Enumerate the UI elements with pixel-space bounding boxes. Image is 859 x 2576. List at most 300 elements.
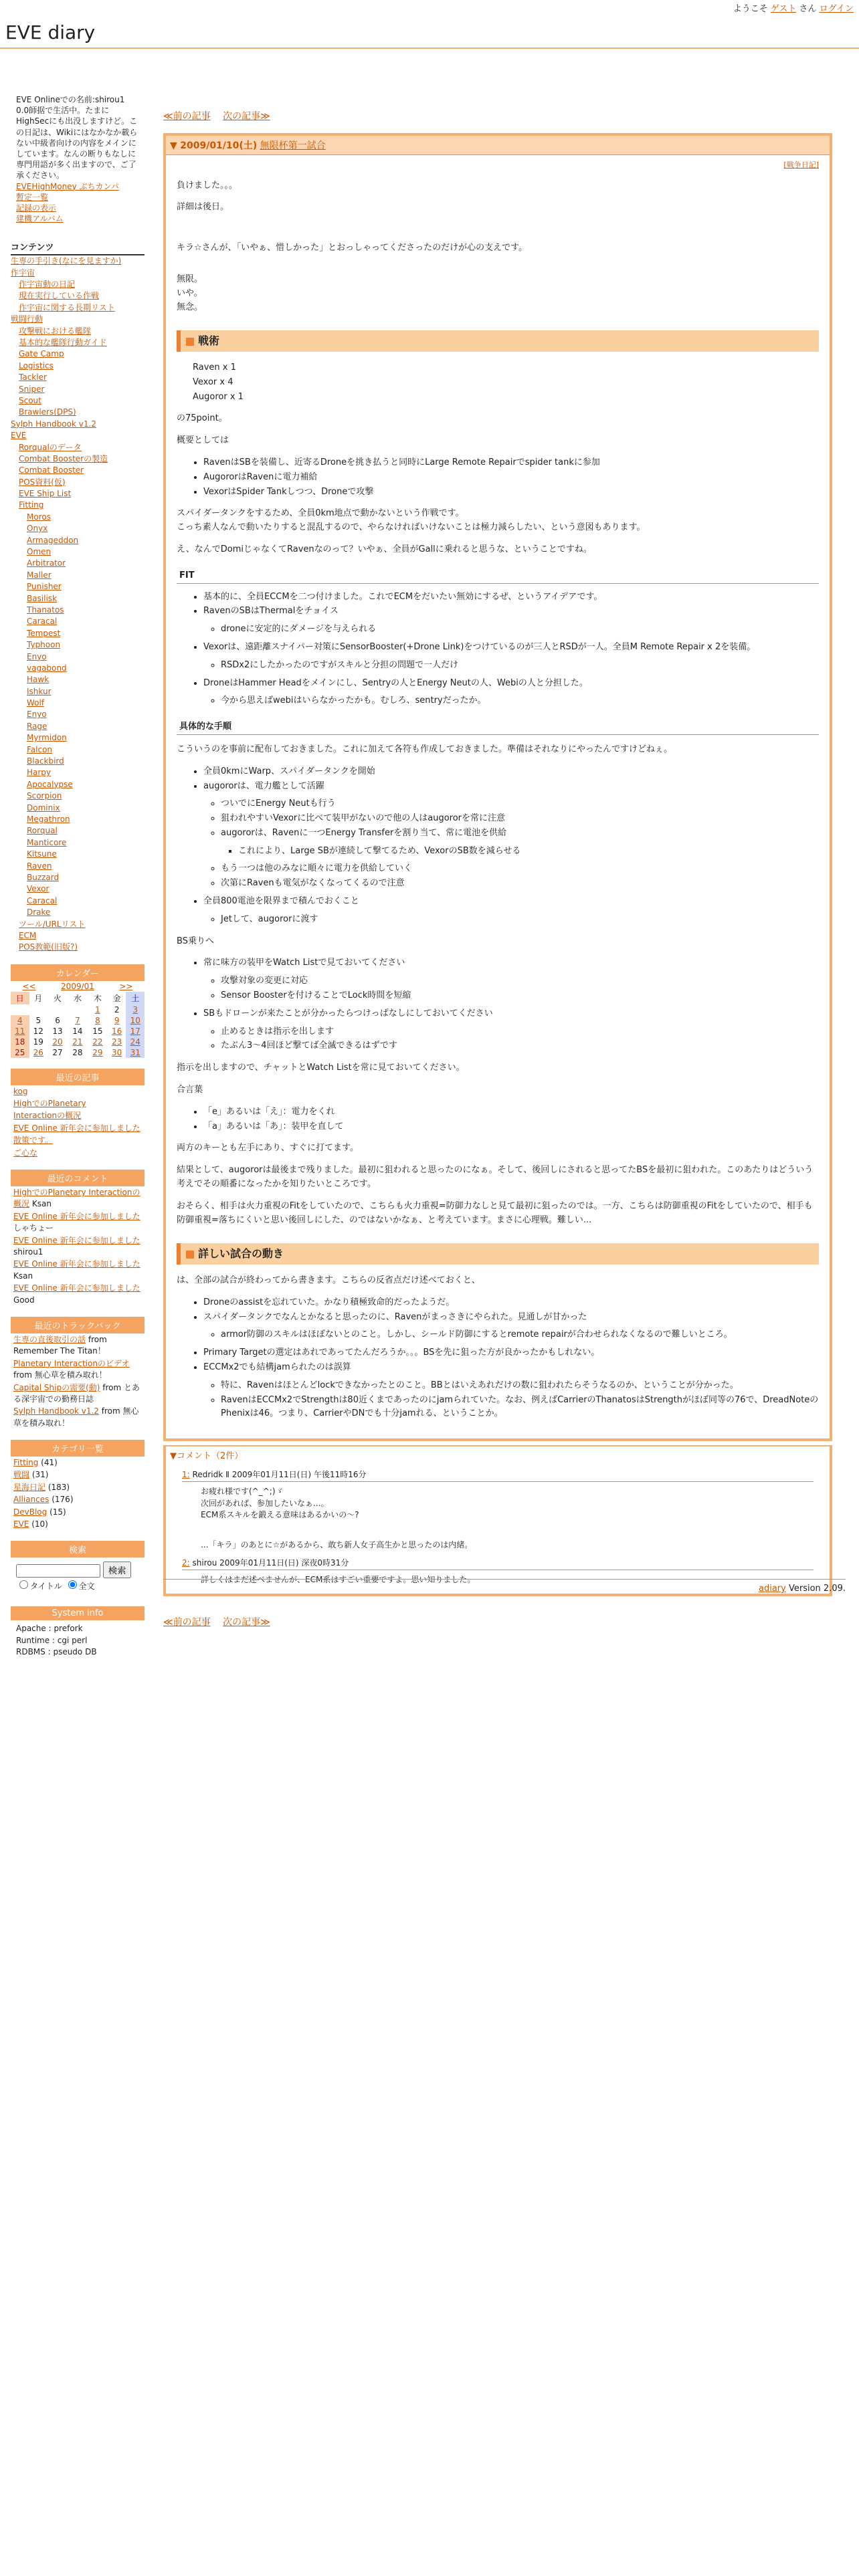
recent-posts-heading: 最近の記事 — [11, 1069, 145, 1085]
bs-item-sub-text: 攻撃対象の変更に対応 — [221, 976, 308, 986]
calendar-day — [11, 1004, 29, 1015]
bs-item-sub — [221, 1039, 819, 1053]
comment-line — [201, 1530, 814, 1539]
sidebar-intro — [11, 90, 145, 228]
trackback-item — [13, 1358, 142, 1382]
calendar-day[interactable] — [68, 1037, 88, 1047]
category-link[interactable]: 戦闘 — [13, 1470, 30, 1480]
calendar-day[interactable] — [108, 1037, 126, 1047]
toc-link[interactable]: Wolf — [27, 698, 45, 708]
toc-link[interactable]: Thanatos — [27, 605, 64, 615]
toc-link[interactable]: Onyx — [27, 524, 48, 534]
signal-item: • 「a」あるいは「あ」：装甲を直して — [203, 1120, 819, 1134]
sidebar — [11, 90, 145, 1661]
trackback-link[interactable]: Planetary Interactionのビデオ — [13, 1358, 130, 1368]
calendar-day: 12 — [33, 1026, 43, 1036]
recent-post-item — [13, 1148, 142, 1159]
comments-box — [163, 1445, 832, 1596]
bs-item-sub-text: 止めるときは指示を出します — [221, 1026, 335, 1037]
prev-entry-link[interactable]: ≪前の記事 — [163, 111, 211, 122]
procedure-item-sub — [221, 877, 819, 891]
signal-item: • 「e」あるいは「え」：電力をくれ — [203, 1105, 819, 1119]
sysinfo-line: Apache : prefork — [16, 1624, 83, 1634]
recent-comment-item — [13, 1187, 142, 1210]
fit-item — [203, 677, 819, 709]
entry-p: 概要としては — [177, 435, 229, 446]
trackback-source: from 無心草を積み取れ！ — [13, 1406, 139, 1428]
procedure-item — [203, 765, 819, 779]
recent-comment-author: shirou1 — [13, 1247, 43, 1257]
category-count: (41) — [41, 1458, 58, 1468]
toc-link[interactable]: Logistics — [19, 360, 54, 370]
detail-item-sub-text: 特に、Ravenはほとんどlockできなかったとのこと。BBとはいえあれだけの数に狙われたらそうなるのか、ということが分かった。 — [221, 1380, 739, 1390]
calendar-day[interactable] — [88, 1004, 108, 1015]
toc-link[interactable]: Enyo — [27, 651, 47, 661]
procedure-heading: 具体的な手順 — [177, 720, 819, 735]
intro-link[interactable]: 建機アルバム — [16, 214, 64, 224]
fit-item-sub-text: droneに安定的にダメージを与えられる — [221, 624, 377, 635]
toc-link[interactable]: Typhoon — [27, 640, 61, 650]
overview-item: • AugororはRavenに電力補給 — [203, 471, 819, 485]
trackback-item — [13, 1334, 142, 1358]
calendar-day — [47, 1004, 68, 1015]
sysinfo-line: RDBMS : pseudo DB — [16, 1647, 97, 1657]
next-entry-link[interactable]: 次の記事≫ — [223, 111, 270, 122]
calendar-day[interactable] — [126, 1026, 145, 1037]
entry-p: スパイダータンクをするため、全員0km地点で動かないという作戦です。 こっち素人なんで動いたりすると混乱するので、やらなければいけないことは極力減らしたい、という意図もあります。 — [177, 508, 646, 533]
recent-comment-item — [13, 1235, 142, 1259]
toc-link[interactable]: 基本的な艦隊行動ガイド — [19, 337, 107, 347]
procedure-item-sub-text: 次第にRavenも電気がなくなってくるので注意 — [221, 878, 405, 889]
trackback-heading: 最近のトラックバック — [11, 1317, 145, 1333]
toc-link[interactable]: Gate Camp — [19, 349, 64, 359]
toc-link[interactable]: Caracal — [27, 895, 58, 905]
toc-link[interactable]: Falcon — [27, 744, 53, 754]
toc-link[interactable]: Vexor — [27, 884, 50, 894]
fit-item-text: DroneはHammer Headをメインにし、Sentryの人とEnergy Neutの人、Webiの人と分担した。 — [203, 677, 588, 688]
category-item — [13, 1494, 142, 1505]
section-tactics — [177, 330, 819, 352]
procedure-item-sub — [221, 862, 819, 876]
category-count: (183) — [47, 1482, 70, 1492]
fit-item — [203, 641, 819, 673]
calendar-day-link[interactable]: 16 — [112, 1026, 122, 1036]
toc-link[interactable]: Tempest — [27, 628, 61, 638]
calendar-day-link[interactable]: 1 — [95, 1004, 100, 1014]
procedure-item-sub-text: augororは、Ravenに一つEnergy Transferを割り当て、常に電池を供給 — [221, 827, 507, 838]
calendar-day-link[interactable]: 10 — [130, 1015, 140, 1025]
procedure-item-sub — [221, 827, 819, 859]
toc-link[interactable]: 生専の手引き(なにを見ますか) — [11, 256, 122, 266]
bs-item-sub — [221, 989, 819, 1003]
calendar-heading: カレンダー — [11, 964, 145, 981]
entry-p: 結果として、augororは最後まで残りました。最初に狙われると思ったのになぁ。そして、後回しにされると思ってたBSを最初に狙われた。このあたりはどういう考えでその順番になったかを知りたいところです。 — [177, 1165, 814, 1190]
recent-comment-author: Good — [13, 1295, 35, 1305]
comment-line: 次回があれば、参加したいなぁ...。 — [201, 1498, 329, 1508]
calendar-day-link[interactable]: 3 — [132, 1004, 138, 1014]
entry-title[interactable]: 無限杯第一試合 — [260, 140, 326, 151]
recent-post-link[interactable]: ご心な — [13, 1148, 38, 1158]
procedure-item — [203, 780, 819, 891]
sysinfo-line: Runtime : cgi perl — [16, 1635, 88, 1645]
detail-item — [203, 1361, 819, 1421]
toc-link[interactable]: Manticore — [27, 837, 67, 847]
fleet-item: Augoror x 1 — [193, 391, 244, 402]
toc-link[interactable]: Combat Booster — [19, 465, 84, 475]
adiary-link[interactable]: adiary — [759, 1584, 786, 1594]
procedure-item-text: 全員800電池を限界まで積んでおくこと — [203, 896, 359, 907]
toc-link[interactable]: Rorqualのデータ — [19, 442, 82, 452]
calendar-day-link[interactable]: 11 — [15, 1026, 25, 1036]
fit-heading: FIT — [177, 569, 819, 584]
calendar-day: 6 — [55, 1015, 60, 1025]
category-list — [11, 1457, 145, 1530]
category-item — [13, 1507, 142, 1518]
detail-item-text: スパイダータンクでなんとかなると思ったのに、Ravenがまっさきにやられた。見通しが甘かった — [203, 1311, 587, 1322]
toc-link[interactable]: Caracal — [27, 617, 58, 627]
overview-list — [177, 456, 819, 499]
procedure-item — [203, 895, 819, 927]
calendar-day-link[interactable]: 20 — [52, 1037, 63, 1047]
recent-comment-item — [13, 1283, 142, 1306]
calendar-day: 13 — [52, 1026, 63, 1036]
intro-text: EVE Onlineでの名前:shirou1 0.0師据で生活中。たまにHighSecにも出没しますけど。この日記は、Wikiにはなかなか載らない中級者向けの内容をメインにしています。なんの断りもなしに専門用語が多く出ますので、ご了承ください。 — [16, 95, 138, 181]
toc-link[interactable]: Combat Boosterの製造 — [19, 453, 108, 463]
fit-item-text: RavenのSBはThermalをチョイス — [203, 606, 339, 617]
calendar-day-link[interactable]: 29 — [92, 1047, 103, 1057]
comment-author: shirou — [192, 1558, 217, 1568]
recent-post-link[interactable]: Interactionの概況 — [13, 1111, 82, 1121]
toc-link[interactable]: 攻撃戦における艦隊 — [19, 326, 92, 336]
category-count: (176) — [52, 1495, 74, 1505]
top-entry-nav — [163, 109, 832, 122]
search-option-title[interactable] — [16, 1582, 62, 1591]
top-user-bar — [0, 0, 859, 16]
category-item — [13, 1469, 142, 1481]
recent-comment-author: Ksan — [13, 1271, 33, 1281]
comment-line: 詳しくはまだ述べませんが、ECM系はすごい重要ですよ。思い知りました。 — [201, 1574, 476, 1584]
fleet-list — [177, 361, 819, 404]
detail-item-sub — [221, 1394, 819, 1422]
calendar-day-link[interactable]: 26 — [33, 1047, 43, 1057]
calendar-day-link[interactable]: 21 — [72, 1037, 83, 1047]
toc-link[interactable]: Buzzard — [27, 872, 60, 882]
toc-link[interactable]: Scorpion — [27, 791, 62, 801]
entry-p: 無限。 いや。 無念。 — [177, 274, 203, 312]
toc-link[interactable]: 作宇宙 — [11, 267, 35, 278]
calendar-weekday: 土 — [126, 992, 145, 1004]
toc-link[interactable]: Arbitrator — [27, 558, 66, 568]
trackback-link[interactable]: Sylph Handbook v1.2 — [13, 1406, 99, 1416]
calendar-day: 28 — [72, 1047, 83, 1057]
site-title[interactable]: EVE diary — [0, 16, 859, 49]
overview-item: • RavenはSBを装備し、近寄るDroneを挑き払うと同時にLarge Remote Repairでspider tankに参加 — [203, 456, 819, 470]
toc-link[interactable]: ツール/URLリスト — [19, 919, 86, 929]
category-link[interactable]: DevBlog — [13, 1507, 47, 1517]
intro-link[interactable]: 暫定一覧 — [16, 192, 49, 202]
comment-author: Redridk — [192, 1470, 223, 1480]
calendar-weekday: 水 — [73, 993, 82, 1003]
calendar-day-link[interactable]: 31 — [130, 1047, 140, 1057]
toc-link[interactable]: Drake — [27, 907, 51, 918]
search-button[interactable]: 検索 — [103, 1562, 132, 1578]
procedure-item-text: 全員0kmにWarp、スパイダータンクを開始 — [203, 766, 375, 776]
comment-meta — [182, 1469, 814, 1482]
toc-link[interactable]: Enyo — [27, 710, 47, 720]
recent-comment-link[interactable]: EVE Online 新年会に参加しました — [13, 1259, 140, 1269]
toc-link[interactable]: Blackbird — [27, 756, 64, 766]
entry-p: 両方のキーとも左手にあり、すぐに打てます。 — [177, 1143, 359, 1154]
category-link[interactable]: Alliances — [13, 1495, 50, 1505]
toc-link[interactable]: Armageddon — [27, 535, 79, 545]
signal-list — [177, 1105, 819, 1134]
calendar-day[interactable] — [108, 1026, 126, 1037]
recent-comment-link[interactable]: EVE Online 新年会に参加しました — [13, 1283, 140, 1293]
comment-body — [182, 1482, 814, 1551]
toc-link[interactable]: 現在実行している作戦 — [19, 291, 100, 301]
toc-link[interactable]: Sylph Handbook v1.2 — [11, 419, 96, 429]
search-form — [11, 1558, 145, 1596]
toc-link[interactable]: Ishkur — [27, 686, 52, 696]
toc-link[interactable]: Moros — [27, 512, 51, 522]
toc-link[interactable]: Harpy — [27, 768, 52, 778]
calendar-prev-link[interactable]: << — [22, 981, 36, 991]
bs-item-sub-text: Sensor Boosterを付けることでLock時間を短縮 — [221, 990, 411, 1001]
entry-p: BS乗りへ — [177, 936, 214, 946]
calendar-day-link[interactable]: 30 — [112, 1047, 122, 1057]
category-link[interactable]: 星海日記 — [13, 1482, 46, 1492]
category-count: (31) — [31, 1470, 49, 1480]
toc-link[interactable]: Tackler — [19, 372, 47, 383]
calendar-day[interactable] — [126, 1047, 145, 1058]
search-option-all[interactable] — [65, 1582, 95, 1591]
toc-link[interactable]: Rorqual — [27, 826, 58, 836]
welcome-prefix: ようこそ — [733, 4, 768, 14]
entry-p: こういうのを事前に配布しておきました。これに加えて各符も作成しておきました。準備はそれなりにやったんですけどねぇ。 — [177, 744, 673, 754]
toc-link[interactable]: Punisher — [27, 582, 62, 592]
entry-body — [166, 155, 830, 1438]
entry-p: 詳細は後日。 — [177, 202, 229, 213]
calendar-day[interactable] — [126, 1004, 145, 1015]
toc-link[interactable]: Megathron — [27, 815, 70, 824]
calendar-day[interactable] — [11, 1026, 29, 1037]
category-count: (10) — [31, 1519, 48, 1529]
recent-comments-heading: 最近のコメント — [11, 1170, 145, 1186]
calendar-day: 25 — [11, 1047, 29, 1058]
toc-link[interactable]: Scout — [19, 395, 41, 405]
recent-post-link[interactable]: HighでのPlanetary — [13, 1099, 86, 1109]
recent-comments-list — [11, 1187, 145, 1306]
fit-item-sub-text: RSDx2にしたかったのですがスキルと分担の問題で一人だけ — [221, 659, 459, 670]
trackback-link[interactable]: 生専の直後取引の話 — [13, 1334, 86, 1344]
bs-item — [203, 1007, 819, 1053]
recent-post-link[interactable]: kog — [13, 1086, 28, 1096]
overview-item: • VexorはSpider Tankしつつ、Droneで攻撃 — [203, 486, 819, 500]
detail-item — [203, 1311, 819, 1343]
toc-link[interactable]: ECM — [19, 930, 37, 940]
guest-link[interactable]: ゲスト — [770, 4, 797, 14]
search-input[interactable] — [16, 1564, 100, 1578]
radio-all[interactable] — [68, 1580, 77, 1589]
entry-p: おそらく、相手は火力重視のFitをしていたので、こちらも火力重視=防御力なしと見て最初に狙ったのでは。一方、こちらは防御重視のFitをしていたので、相手も防御重視=落ちにくいと思い後回しにした、のではないかなぁ、と考えています。まさに心理戦。難しい... — [177, 1200, 813, 1225]
fit-item-text: 基本的に、全員ECCMを二つ付けました。これでECMをだいたい無効にするぜ、というアイデアです。 — [203, 591, 603, 602]
toc-link[interactable]: POS教範(旧版?) — [19, 942, 78, 952]
fit-item-sub — [221, 659, 819, 673]
login-link[interactable]: ログイン — [819, 4, 854, 14]
category-link[interactable]: Fitting — [13, 1458, 39, 1468]
calendar-next-link[interactable]: >> — [119, 981, 133, 991]
toc-link[interactable]: Fitting — [19, 500, 44, 510]
procedure-list — [177, 765, 819, 927]
detail-item-sub-text: armor防御のスキルはほぼないとのこと。しかし、シールド防御にするとremote repairが合わせられなくなるので難しいところ。 — [221, 1329, 733, 1340]
toc-link[interactable]: Sniper — [19, 384, 45, 394]
recent-comment-link[interactable]: HighでのPlanetary Interactionの概況 — [13, 1188, 140, 1209]
calendar-day-link[interactable]: 9 — [114, 1015, 120, 1025]
calendar-day-link[interactable]: 24 — [130, 1037, 140, 1047]
toc-link[interactable]: 作宇宙動の日記 — [19, 280, 76, 290]
welcome-suffix: さん — [799, 4, 817, 14]
radio-all-label: 全文 — [78, 1582, 95, 1592]
calendar-day: 15 — [92, 1026, 103, 1036]
calendar-day[interactable] — [88, 1047, 108, 1058]
bs-item-text: 常に味方の装甲をWatch Listで見ておいてください — [203, 958, 405, 968]
radio-title[interactable] — [19, 1580, 28, 1589]
recent-posts-list — [11, 1086, 145, 1159]
detail-item — [203, 1296, 819, 1310]
calendar-day[interactable] — [88, 1037, 108, 1047]
toc-link[interactable]: 戦闘行動 — [11, 314, 43, 324]
calendar-day[interactable] — [68, 1015, 88, 1026]
bs-item — [203, 956, 819, 1002]
calendar-day-link[interactable]: 4 — [17, 1015, 23, 1025]
trackback-source: from Remember The Titan！ — [13, 1334, 107, 1356]
toc-link[interactable]: Kitsune — [27, 849, 57, 859]
entry-p: 負けました。。。 — [177, 180, 238, 191]
category-link[interactable]: EVE — [13, 1519, 29, 1529]
calendar-day-link[interactable]: 17 — [130, 1026, 140, 1036]
toc-link[interactable]: Raven — [27, 861, 52, 871]
toc-link[interactable]: Myrmidon — [27, 733, 67, 743]
toc-link[interactable]: EVE — [11, 431, 27, 441]
comment-line — [201, 1521, 814, 1530]
calendar-day[interactable] — [108, 1015, 126, 1026]
calendar-day[interactable] — [11, 1015, 29, 1026]
entry-p: は、全部の試合が終わってから書きます。こちらの反省点だけ述べておくと、 — [177, 1275, 480, 1286]
comment-number-link[interactable]: 2: — [182, 1558, 190, 1568]
prev-entry-link[interactable]: ≪前の記事 — [163, 1617, 211, 1628]
comment-line: お疲れ様です(^_^;)ゞ — [201, 1487, 284, 1497]
next-entry-link[interactable]: 次の記事≫ — [223, 1617, 270, 1628]
recent-comment-link[interactable]: EVE Online 新年会に参加しました — [13, 1235, 140, 1245]
trackback-source: from とある深宇宙での勤務日誌 — [13, 1382, 140, 1404]
entry-p: 合言葉 — [177, 1085, 203, 1095]
toc-link[interactable]: 作宇宙に関する長期リスト — [19, 302, 115, 312]
recent-post-item — [13, 1086, 142, 1097]
recent-comment-author: しゃちょー — [13, 1223, 54, 1233]
recent-post-item — [13, 1123, 142, 1134]
detail-item-text: Droneのassistを忘れていた。かなり積極致命的だったようだ。 — [203, 1297, 455, 1307]
toc-link[interactable]: Apocalypse — [27, 779, 73, 789]
calendar-month-link[interactable]: 2009/01 — [61, 981, 94, 991]
recent-comment-link[interactable]: EVE Online 新年会に参加しました — [13, 1211, 140, 1221]
bs-item-sub-text: たぶん3〜4回ほど撃てば全滅できるはずです — [221, 1041, 397, 1051]
entry-p: 指示を出しますので、チャットとWatch Listを常に見ておいてください。 — [177, 1063, 465, 1073]
calendar-weekday: 日 — [11, 992, 29, 1004]
entry-p: の75point。 — [177, 413, 227, 424]
entry-category-tag[interactable]: [戦争日記] — [783, 160, 819, 169]
toc-link[interactable]: Hawk — [27, 675, 50, 685]
contents-toc — [11, 255, 145, 953]
calendar-day[interactable] — [88, 1015, 108, 1026]
trackback-item — [13, 1406, 142, 1429]
toc-link[interactable]: Basilisk — [27, 593, 58, 603]
entry-p: キラ☆さんが、「いやぁ、惜しかった」とおっしゃってくださったのだけが心の支えです。 — [177, 243, 528, 253]
fleet-item: Vexor x 4 — [193, 377, 233, 387]
fit-list — [177, 591, 819, 709]
toc-link[interactable]: Maller — [27, 570, 52, 580]
comment-date: 2009年01月11日(日) 深夜0時31分 — [219, 1558, 349, 1568]
calendar-weekday: 火 — [54, 993, 62, 1003]
comment-number-link[interactable]: 1: — [182, 1470, 190, 1480]
calendar-day-link[interactable]: 8 — [95, 1015, 100, 1025]
comment-meta — [182, 1557, 814, 1570]
calendar-weekday: 金 — [112, 993, 121, 1003]
procedure-item-subsub: ▪ これにより、Large SBが連続して撃てるため、VexorのSB数を減らせる — [238, 845, 819, 859]
collapse-triangle-icon[interactable]: ▼ — [170, 140, 177, 151]
calendar-day: 19 — [33, 1037, 43, 1047]
intro-link[interactable]: EVEHighMoney ぶちカンパ — [16, 181, 119, 191]
detail-item-sub — [221, 1379, 819, 1393]
calendar-day[interactable] — [108, 1047, 126, 1058]
recent-post-item — [13, 1098, 142, 1109]
intro-link[interactable]: 記録の表示 — [16, 203, 57, 213]
calendar-day-link[interactable]: 23 — [112, 1037, 122, 1047]
calendar-day[interactable] — [126, 1037, 145, 1047]
toc-link[interactable]: vagabond — [27, 663, 67, 673]
detail-item-text: ECCMx2でも結構jamられたのは誤算 — [203, 1362, 351, 1372]
toc-link[interactable]: POS資料(仮) — [19, 477, 66, 487]
recent-post-item — [13, 1135, 142, 1146]
trackback-source: from 無心草を積み取れ！ — [13, 1370, 107, 1380]
comments-heading[interactable]: ▼コメント（2件） — [166, 1445, 830, 1463]
calendar-day-link[interactable]: 22 — [92, 1037, 103, 1047]
procedure-item-sub-text: ついでにEnergy Neutも行う — [221, 798, 336, 809]
calendar-day: 14 — [72, 1026, 83, 1036]
radio-title-label: タイトル — [30, 1582, 62, 1592]
calendar-day[interactable] — [126, 1015, 145, 1026]
detail-item-text: Primary Targetの選定はあれであってたんだろうか。。。BSを先に狙った方が良かったかもしれない。 — [203, 1348, 600, 1358]
toc-link[interactable]: Brawlers(DPS) — [19, 407, 76, 417]
calendar-day[interactable] — [47, 1037, 68, 1047]
version-text: Version 2.09. — [788, 1584, 846, 1594]
toc-link[interactable]: Rage — [27, 721, 47, 731]
recent-post-link[interactable]: EVE Online 新年会に参加しました — [13, 1123, 140, 1133]
trackback-link[interactable]: Capital Shipの需要(動) — [13, 1382, 100, 1392]
recent-post-link[interactable]: 散策です。 — [13, 1136, 54, 1146]
trackback-list — [11, 1334, 145, 1429]
calendar-day[interactable] — [29, 1047, 48, 1058]
entry-p: え、なんでDomiじゃなくてRavenなのって？いやぁ、全員がGallに乗れると思うな、ということですね。 — [177, 544, 592, 554]
calendar-weekday: 木 — [93, 993, 102, 1003]
detail-list — [177, 1296, 819, 1421]
category-item — [13, 1519, 142, 1530]
toc-link[interactable]: Omen — [27, 547, 52, 557]
toc-link[interactable]: Dominix — [27, 802, 60, 813]
bottom-entry-nav — [163, 1615, 832, 1628]
toc-link[interactable]: EVE Ship List — [19, 489, 72, 499]
calendar-day-link[interactable]: 7 — [75, 1015, 80, 1025]
fit-item — [203, 591, 819, 605]
